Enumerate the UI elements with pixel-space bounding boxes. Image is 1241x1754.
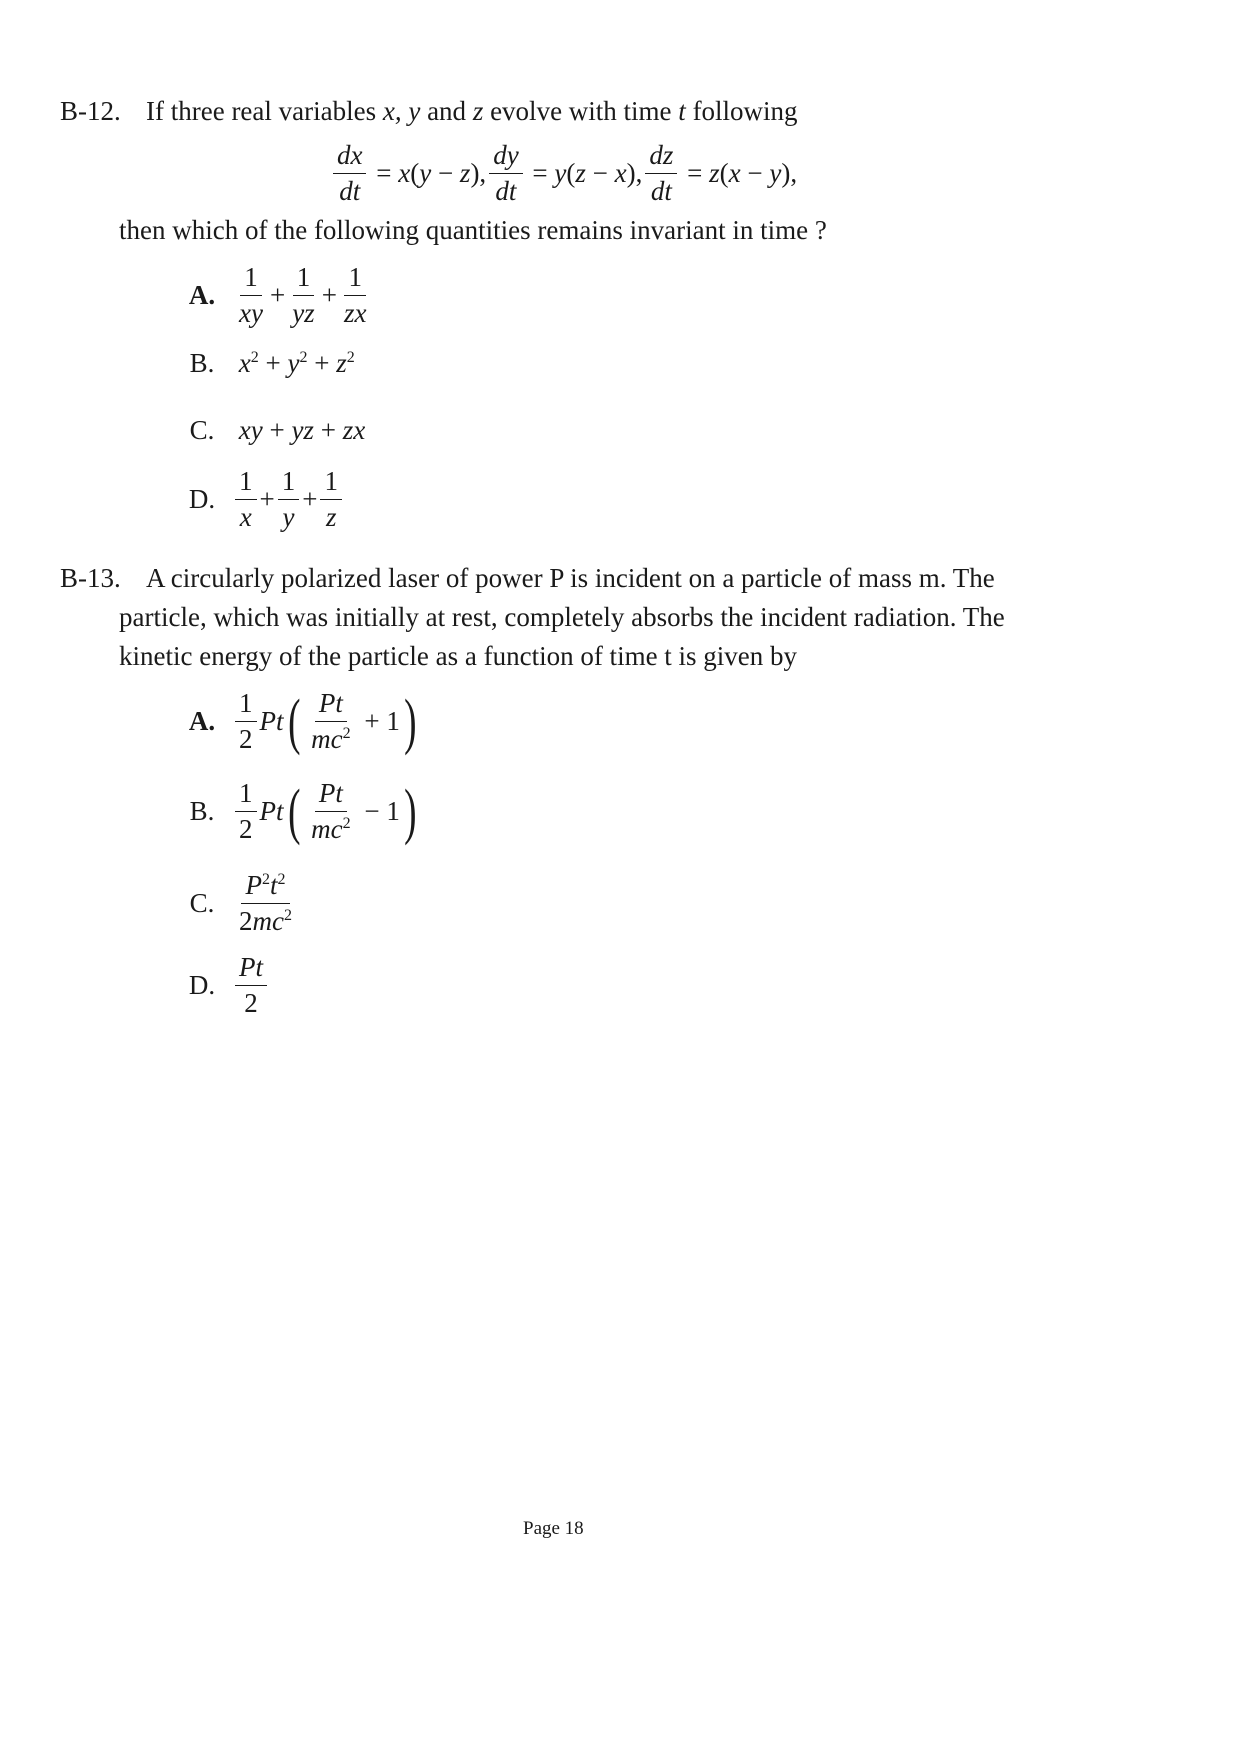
b13-option-b[interactable]: B. $\frac{1}{2}$ Pt ( $\frac{Pt}{mc^2}$ − 1 ) xyxy=(172,778,421,845)
b13-option-d[interactable]: D. $\frac{Pt}{2}$ xyxy=(172,952,270,1019)
page-number: Page 18 xyxy=(523,1518,584,1539)
option-label: B. xyxy=(189,796,215,827)
option-label: A. xyxy=(188,280,216,311)
b12-option-d[interactable]: D. $\frac{1}{x}$ + $\frac{1}{y}$ + $\frac{1}{z}$ xyxy=(172,466,345,533)
question-b13-line2: particle, which was initially at rest, completely absorbs the incident radiation. The xyxy=(119,602,1005,632)
question-b13-line1: A circularly polarized laser of power P is incident on a particle of mass m. The xyxy=(146,563,995,593)
b12-option-b[interactable]: B. $x^2 + y^2 + z^2$ xyxy=(172,348,355,379)
question-b12-equations: $\frac{dx}{dt}$ = x(y − z), $\frac{dy}{dt}$ = y(z − x), $\frac{dz}{dt}$ = z(x − y), xyxy=(330,140,797,207)
option-label: C. xyxy=(189,888,215,919)
option-label: B. xyxy=(189,348,215,378)
b12-option-c[interactable]: C. xy + yz + zx xyxy=(172,415,365,446)
option-label: D. xyxy=(188,970,216,1001)
question-b12-intro: If three real variables x, y and z evolve with time t following xyxy=(146,96,798,126)
b13-option-a[interactable]: A. $\frac{1}{2}$ Pt ( $\frac{Pt}{mc^2}$ + 1 ) xyxy=(172,688,421,755)
option-label: C. xyxy=(189,415,215,445)
question-b13-number: B-13. xyxy=(60,563,121,593)
question-b12-number: B-12. xyxy=(60,96,121,126)
b13-option-c[interactable]: C. $\frac{P^2t^2}{2mc^2}$ xyxy=(172,870,299,937)
question-b13-line3: kinetic energy of the particle as a function of time t is given by xyxy=(119,641,798,671)
option-label: D. xyxy=(188,484,216,515)
option-label: A. xyxy=(188,706,216,737)
question-b12-stem: then which of the following quantities remains invariant in time ? xyxy=(119,215,827,245)
b12-option-a[interactable]: A. $\frac{1}{xy}$ + $\frac{1}{yz}$ + $\frac{1}{zx}$ xyxy=(172,262,373,329)
